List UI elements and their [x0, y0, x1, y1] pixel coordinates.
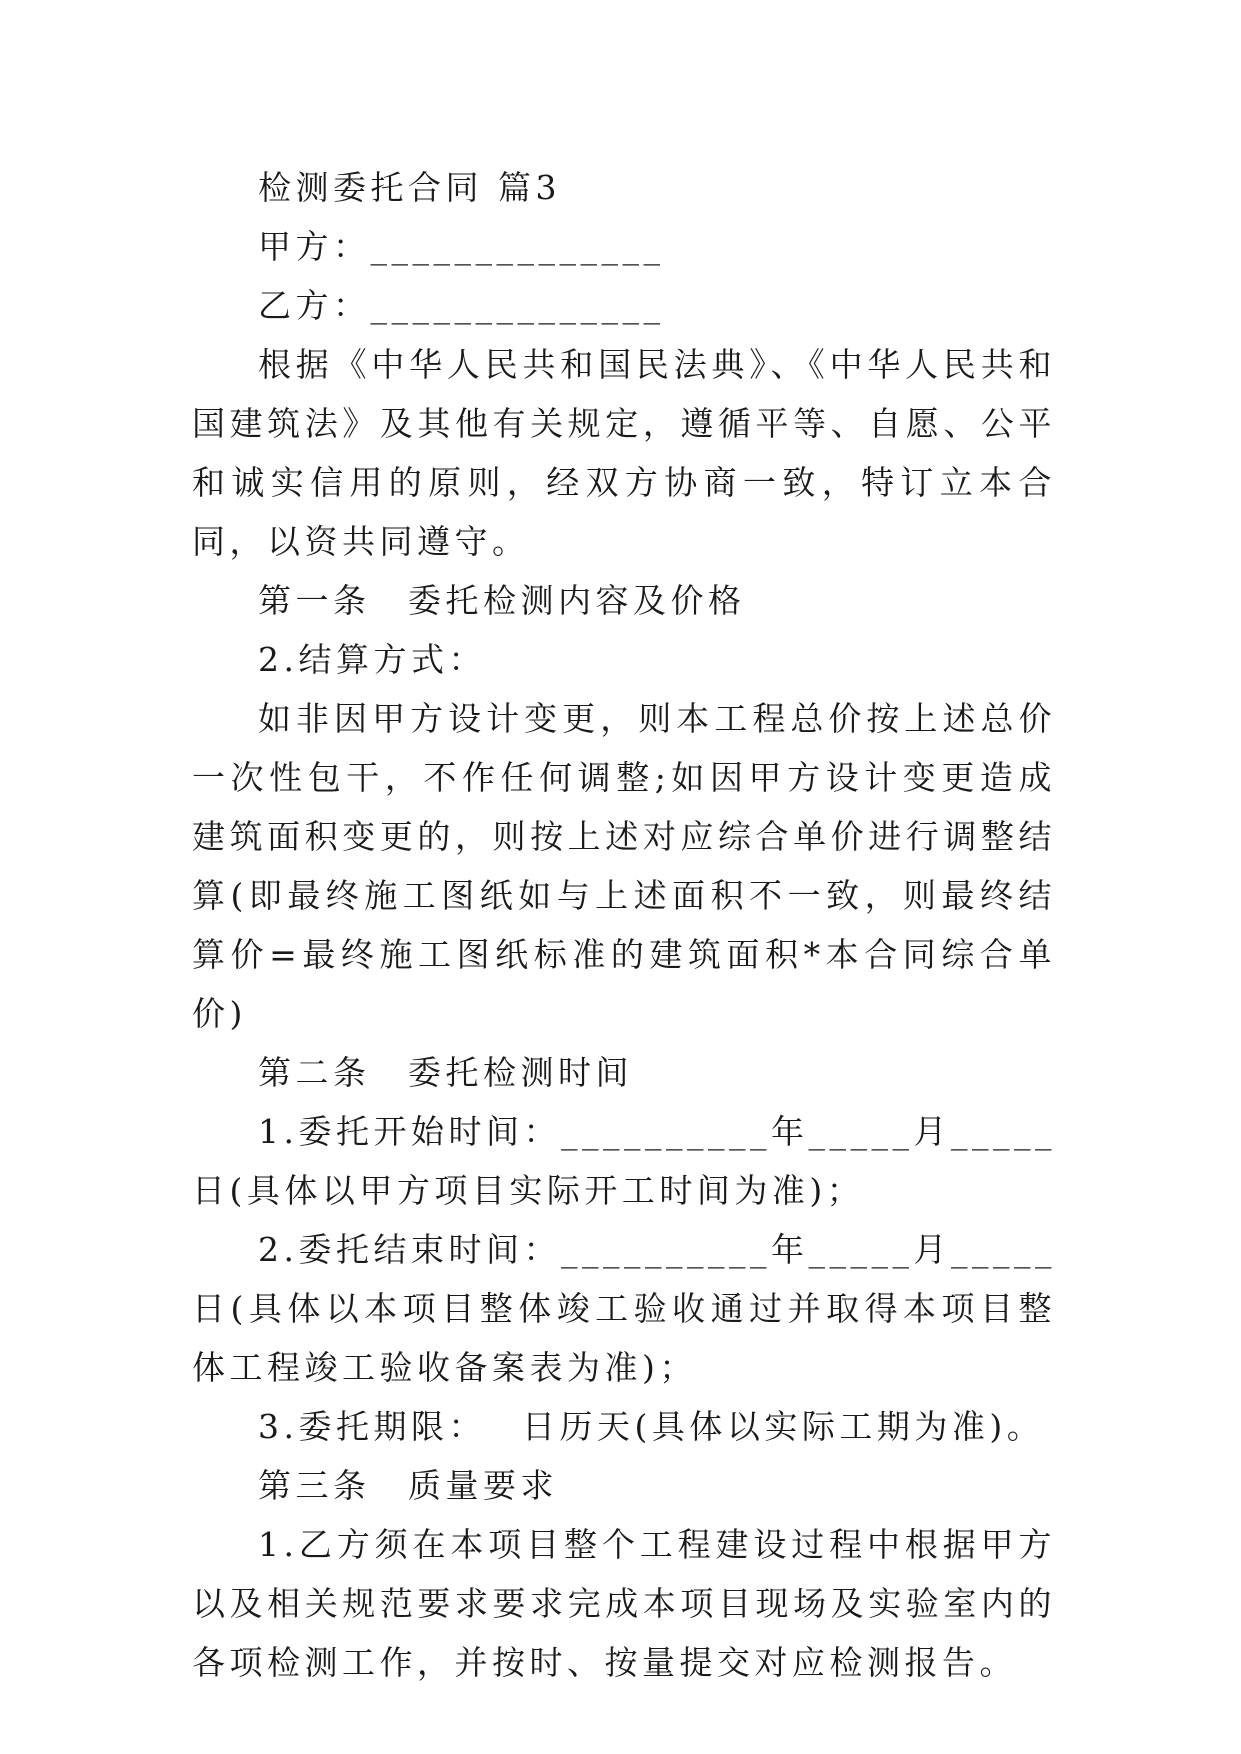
quality-requirement-paragraph: 1.乙方须在本项目整个工程建设过程中根据甲方以及相关规范要求要求完成本项目现场及实验室内的各项检测工作，并按时、按量提交对应检测报告。 — [192, 1525, 1056, 1682]
article-3-heading: 第三条 质量要求 — [258, 1466, 558, 1505]
settlement-method-paragraph: 如非因甲方设计变更，则本工程总价按上述总价一次性包干，不作任何调整;如因甲方设计变更造成建筑面积变更的，则按上述对应综合单价进行调整结算(即最终施工图纸如与上述面积不一致，则最终结算价=最终施工图纸标准的建筑面积*本合同综合单价) — [192, 699, 1056, 1033]
start-time-paragraph: 1.委托开始时间：__________年_____月_____日(具体以甲方项目实际开工时间为准)； — [192, 1112, 1056, 1210]
article-2-heading: 第二条 委托检测时间 — [258, 1053, 633, 1092]
party-a-line: 甲方：______________ — [258, 227, 665, 266]
document-body — [192, 158, 1056, 1692]
end-time-paragraph: 2.委托结束时间：__________年_____月_____日(具体以本项目整体竣工验收通过并取得本项目整体工程竣工验收备案表为准)； — [192, 1230, 1056, 1387]
period-paragraph: 3.委托期限： 日历天(具体以实际工期为准)。 — [258, 1407, 1045, 1446]
article-1-heading: 第一条 委托检测内容及价格 — [258, 581, 746, 620]
document-heading: 检测委托合同 篇3 — [258, 168, 561, 207]
preamble-paragraph: 根据《中华人民共和国民法典》、《中华人民共和国建筑法》及其他有关规定，遵循平等、自愿、公平和诚实信用的原则，经双方协商一致，特订立本合同，以资共同遵守。 — [192, 345, 1056, 561]
party-b-line: 乙方：______________ — [258, 286, 665, 325]
settlement-method-heading: 2.结算方式： — [258, 640, 486, 679]
